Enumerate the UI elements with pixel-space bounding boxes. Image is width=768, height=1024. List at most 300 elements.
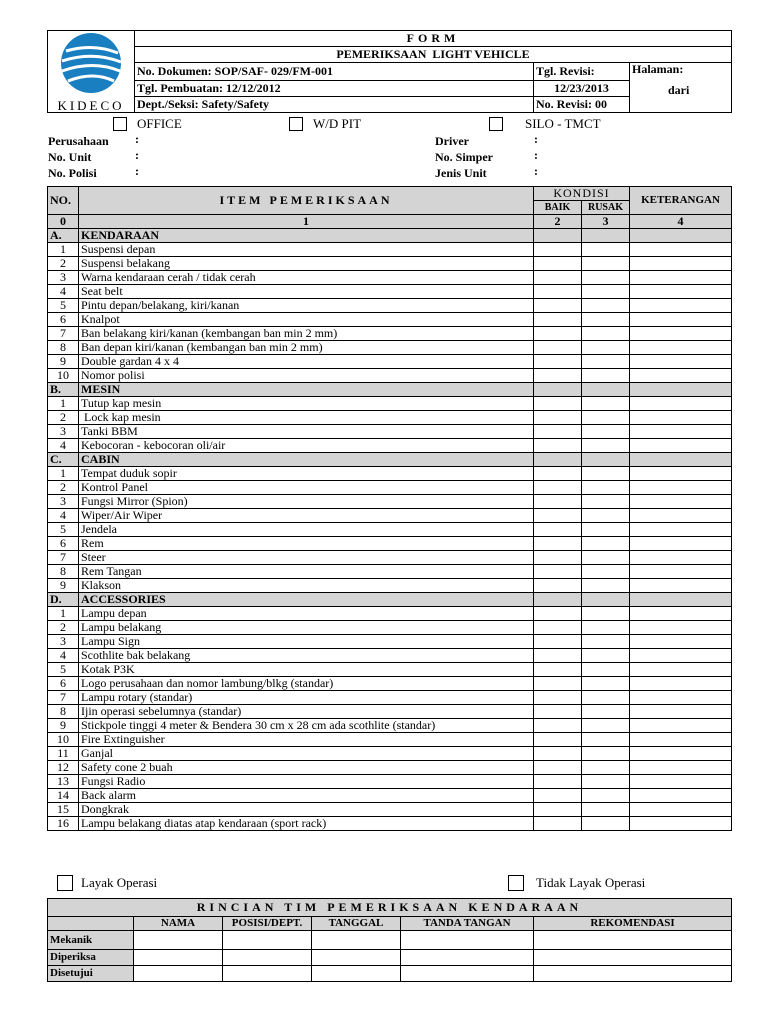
team-col-rekomendasi: REKOMENDASI xyxy=(534,917,732,931)
item-number: 1 xyxy=(48,607,79,621)
rusak-cell[interactable] xyxy=(582,271,630,285)
rusak-cell[interactable] xyxy=(582,607,630,621)
table-row xyxy=(48,243,732,257)
baik-cell[interactable] xyxy=(534,621,582,635)
baik-cell[interactable] xyxy=(534,467,582,481)
baik-cell[interactable] xyxy=(534,411,582,425)
no-dokumen: No. Dokumen: SOP/SAF- 029/FM-001 xyxy=(135,63,534,81)
keterangan-cell[interactable] xyxy=(630,705,732,719)
keterangan-cell[interactable] xyxy=(630,579,732,593)
item-number: 1 xyxy=(48,397,79,411)
col-index-4: 4 xyxy=(630,215,732,229)
keterangan-cell[interactable] xyxy=(630,565,732,579)
table-row xyxy=(48,411,732,425)
baik-cell[interactable] xyxy=(534,425,582,439)
baik-cell[interactable] xyxy=(534,663,582,677)
team-col-tanda-tangan: TANDA TANGAN xyxy=(401,917,534,931)
rusak-cell[interactable] xyxy=(582,789,630,803)
item-label: Fungsi Mirror (Spion) xyxy=(79,495,534,509)
mekanik-nama-cell[interactable] xyxy=(134,931,223,950)
item-label: Lock kap mesin xyxy=(79,411,534,425)
rusak-cell[interactable] xyxy=(582,243,630,257)
team-row-disetujui: Disetujui xyxy=(48,966,134,982)
section-letter: D. xyxy=(48,593,79,607)
keterangan-cell[interactable] xyxy=(630,327,732,341)
table-row xyxy=(48,775,732,789)
keterangan-cell[interactable] xyxy=(630,803,732,817)
disetujui-ttd-cell[interactable] xyxy=(401,966,534,982)
table-row xyxy=(48,817,732,831)
table-row xyxy=(48,789,732,803)
disetujui-posisi-cell[interactable] xyxy=(223,966,312,982)
rusak-cell[interactable] xyxy=(582,467,630,481)
logo-cell xyxy=(48,31,135,113)
no-simper-label: No. Simper xyxy=(435,150,493,164)
rusak-cell[interactable] xyxy=(582,747,630,761)
baik-cell[interactable] xyxy=(534,243,582,257)
baik-cell[interactable] xyxy=(534,355,582,369)
disetujui-rekomendasi-cell[interactable] xyxy=(534,966,732,982)
rusak-cell[interactable] xyxy=(582,327,630,341)
table-row xyxy=(48,803,732,817)
baik-cell[interactable] xyxy=(534,537,582,551)
section-letter: B. xyxy=(48,383,79,397)
item-label: Steer xyxy=(79,551,534,565)
item-number: 6 xyxy=(48,677,79,691)
section-letter: C. xyxy=(48,453,79,467)
diperiksa-tanggal-cell[interactable] xyxy=(312,950,401,966)
team-col-posisi: POSISI/DEPT. xyxy=(223,917,312,931)
wdpit-checkbox[interactable] xyxy=(289,117,303,131)
tidak-layak-checkbox[interactable] xyxy=(508,875,524,891)
section-filler xyxy=(630,383,732,397)
team-col-nama: NAMA xyxy=(134,917,223,931)
baik-cell[interactable] xyxy=(534,565,582,579)
item-number: 10 xyxy=(48,369,79,383)
item-number: 6 xyxy=(48,537,79,551)
keterangan-cell[interactable] xyxy=(630,677,732,691)
keterangan-cell[interactable] xyxy=(630,761,732,775)
item-number: 15 xyxy=(48,803,79,817)
rusak-cell[interactable] xyxy=(582,579,630,593)
item-label: Ijin operasi sebelumnya (standar) xyxy=(79,705,534,719)
team-corner xyxy=(48,917,134,931)
item-label: Rem xyxy=(79,537,534,551)
table-row xyxy=(48,761,732,775)
baik-cell[interactable] xyxy=(534,495,582,509)
diperiksa-posisi-cell[interactable] xyxy=(223,950,312,966)
section-filler xyxy=(534,593,582,607)
baik-cell[interactable] xyxy=(534,817,582,831)
rusak-cell[interactable] xyxy=(582,509,630,523)
keterangan-cell[interactable] xyxy=(630,257,732,271)
baik-cell[interactable] xyxy=(534,397,582,411)
rusak-cell[interactable] xyxy=(582,425,630,439)
wdpit-label: W/D PIT xyxy=(313,116,362,131)
layak-checkbox[interactable] xyxy=(57,875,73,891)
table-row xyxy=(48,677,732,691)
section-filler xyxy=(630,229,732,243)
form-label: FORM xyxy=(135,31,732,47)
item-number: 10 xyxy=(48,733,79,747)
keterangan-cell[interactable] xyxy=(630,789,732,803)
col-baik-header: BAIK xyxy=(534,201,582,215)
baik-cell[interactable] xyxy=(534,607,582,621)
keterangan-cell[interactable] xyxy=(630,523,732,537)
rusak-cell[interactable] xyxy=(582,663,630,677)
baik-cell[interactable] xyxy=(534,285,582,299)
diperiksa-nama-cell[interactable] xyxy=(134,950,223,966)
baik-cell[interactable] xyxy=(534,369,582,383)
baik-cell[interactable] xyxy=(534,789,582,803)
keterangan-cell[interactable] xyxy=(630,649,732,663)
silo-label: SILO - TMCT xyxy=(525,116,601,131)
perusahaan-label: Perusahaan xyxy=(48,134,109,148)
table-row xyxy=(48,299,732,313)
section-filler xyxy=(582,383,630,397)
item-number: 3 xyxy=(48,635,79,649)
info-right xyxy=(435,132,635,180)
rusak-cell[interactable] xyxy=(582,299,630,313)
rusak-cell[interactable] xyxy=(582,495,630,509)
keterangan-cell[interactable] xyxy=(630,369,732,383)
rusak-cell[interactable] xyxy=(582,803,630,817)
tgl-revisi-label: Tgl. Revisi: xyxy=(534,63,630,81)
mekanik-posisi-cell[interactable] xyxy=(223,931,312,950)
keterangan-cell[interactable] xyxy=(630,481,732,495)
keterangan-cell[interactable] xyxy=(630,691,732,705)
col-index-1: 1 xyxy=(79,215,534,229)
item-number: 11 xyxy=(48,747,79,761)
table-row xyxy=(48,327,732,341)
item-number: 12 xyxy=(48,761,79,775)
logo-text: KIDECO xyxy=(57,98,125,113)
section-filler xyxy=(534,453,582,467)
layak-operasi-option[interactable] xyxy=(57,874,157,892)
keterangan-cell[interactable] xyxy=(630,425,732,439)
colon: : xyxy=(135,132,139,146)
item-number: 9 xyxy=(48,355,79,369)
rusak-cell[interactable] xyxy=(582,705,630,719)
tidak-layak-operasi-option[interactable] xyxy=(508,874,645,892)
table-row xyxy=(48,523,732,537)
rusak-cell[interactable] xyxy=(582,397,630,411)
keterangan-cell[interactable] xyxy=(630,411,732,425)
rusak-cell[interactable] xyxy=(582,523,630,537)
team-title: RINCIAN TIM PEMERIKSAAN KENDARAAN xyxy=(48,899,732,917)
table-row xyxy=(48,439,732,453)
item-number: 4 xyxy=(48,439,79,453)
table-row xyxy=(48,313,732,327)
baik-cell[interactable] xyxy=(534,439,582,453)
table-row xyxy=(48,719,732,733)
item-number: 7 xyxy=(48,551,79,565)
colon: : xyxy=(135,164,139,178)
baik-cell[interactable] xyxy=(534,691,582,705)
rusak-cell[interactable] xyxy=(582,691,630,705)
baik-cell[interactable] xyxy=(534,271,582,285)
keterangan-cell[interactable] xyxy=(630,313,732,327)
baik-cell[interactable] xyxy=(534,733,582,747)
keterangan-cell[interactable] xyxy=(630,285,732,299)
mekanik-ttd-cell[interactable] xyxy=(401,931,534,950)
item-number: 14 xyxy=(48,789,79,803)
item-label: Jendela xyxy=(79,523,534,537)
item-label: Fire Extinguisher xyxy=(79,733,534,747)
table-row xyxy=(48,747,732,761)
halaman-label: Halaman: xyxy=(632,62,684,76)
rusak-cell[interactable] xyxy=(582,733,630,747)
dept-seksi: Dept./Seksi: Safety/Safety xyxy=(135,97,534,113)
rusak-cell[interactable] xyxy=(582,537,630,551)
item-label: Nomor polisi xyxy=(79,369,534,383)
table-row xyxy=(48,341,732,355)
keterangan-cell[interactable] xyxy=(630,509,732,523)
diperiksa-rekomendasi-cell[interactable] xyxy=(534,950,732,966)
baik-cell[interactable] xyxy=(534,299,582,313)
keterangan-cell[interactable] xyxy=(630,663,732,677)
keterangan-cell[interactable] xyxy=(630,775,732,789)
col-index-3: 3 xyxy=(582,215,630,229)
team-row-diperiksa: Diperiksa xyxy=(48,950,134,966)
baik-cell[interactable] xyxy=(534,523,582,537)
section-row xyxy=(48,229,732,243)
section-filler xyxy=(582,453,630,467)
item-label: Scothlite bak belakang xyxy=(79,649,534,663)
baik-cell[interactable] xyxy=(534,579,582,593)
item-number: 1 xyxy=(48,243,79,257)
rusak-cell[interactable] xyxy=(582,313,630,327)
keterangan-cell[interactable] xyxy=(630,607,732,621)
rusak-cell[interactable] xyxy=(582,551,630,565)
no-polisi-label: No. Polisi xyxy=(48,166,97,180)
baik-cell[interactable] xyxy=(534,257,582,271)
disetujui-nama-cell[interactable] xyxy=(134,966,223,982)
section-filler xyxy=(534,383,582,397)
col-index-2: 2 xyxy=(534,215,582,229)
item-number: 4 xyxy=(48,285,79,299)
rusak-cell[interactable] xyxy=(582,677,630,691)
item-label: Back alarm xyxy=(79,789,534,803)
item-number: 3 xyxy=(48,271,79,285)
keterangan-cell[interactable] xyxy=(630,635,732,649)
keterangan-cell[interactable] xyxy=(630,341,732,355)
driver-label: Driver xyxy=(435,134,469,148)
baik-cell[interactable] xyxy=(534,341,582,355)
location-wdpit[interactable] xyxy=(289,115,361,133)
mekanik-rekomendasi-cell[interactable] xyxy=(534,931,732,950)
office-checkbox[interactable] xyxy=(113,117,127,131)
baik-cell[interactable] xyxy=(534,705,582,719)
keterangan-cell[interactable] xyxy=(630,271,732,285)
item-label: Lampu Sign xyxy=(79,635,534,649)
item-label: Lampu depan xyxy=(79,607,534,621)
table-row xyxy=(48,733,732,747)
rusak-cell[interactable] xyxy=(582,355,630,369)
document-header xyxy=(47,30,732,113)
no-unit-label: No. Unit xyxy=(48,150,92,164)
item-number: 6 xyxy=(48,313,79,327)
tgl-revisi-value: 12/23/2013 xyxy=(534,81,630,97)
rusak-cell[interactable] xyxy=(582,565,630,579)
baik-cell[interactable] xyxy=(534,803,582,817)
item-number: 7 xyxy=(48,327,79,341)
rusak-cell[interactable] xyxy=(582,411,630,425)
item-number: 5 xyxy=(48,299,79,313)
baik-cell[interactable] xyxy=(534,481,582,495)
keterangan-cell[interactable] xyxy=(630,467,732,481)
baik-cell[interactable] xyxy=(534,509,582,523)
table-row xyxy=(48,579,732,593)
table-row xyxy=(48,257,732,271)
mekanik-tanggal-cell[interactable] xyxy=(312,931,401,950)
table-row xyxy=(48,481,732,495)
keterangan-cell[interactable] xyxy=(630,355,732,369)
keterangan-cell[interactable] xyxy=(630,719,732,733)
item-number: 13 xyxy=(48,775,79,789)
item-label: Lampu rotary (standar) xyxy=(79,691,534,705)
keterangan-cell[interactable] xyxy=(630,397,732,411)
keterangan-cell[interactable] xyxy=(630,747,732,761)
diperiksa-ttd-cell[interactable] xyxy=(401,950,534,966)
keterangan-cell[interactable] xyxy=(630,299,732,313)
item-label: Logo perusahaan dan nomor lambung/blkg (standar) xyxy=(79,677,534,691)
item-label: Warna kendaraan cerah / tidak cerah xyxy=(79,271,534,285)
office-label: OFFICE xyxy=(137,116,182,131)
item-label: Kebocoran - kebocoran oli/air xyxy=(79,439,534,453)
silo-checkbox[interactable] xyxy=(489,117,503,131)
baik-cell[interactable] xyxy=(534,327,582,341)
checklist-table xyxy=(47,186,732,831)
table-row xyxy=(48,663,732,677)
layak-label: Layak Operasi xyxy=(81,875,158,890)
rusak-cell[interactable] xyxy=(582,719,630,733)
team-row-mekanik: Mekanik xyxy=(48,931,134,950)
jenis-unit-label: Jenis Unit xyxy=(435,166,487,180)
tgl-pembuatan: Tgl. Pembuatan: 12/12/2012 xyxy=(135,81,534,97)
keterangan-cell[interactable] xyxy=(630,621,732,635)
section-name: CABIN xyxy=(79,453,534,467)
table-row xyxy=(48,635,732,649)
item-number: 5 xyxy=(48,663,79,677)
no-revisi: No. Revisi: 00 xyxy=(534,97,630,113)
col-kondisi-header: KONDISI xyxy=(534,187,630,201)
col-rusak-header: RUSAK xyxy=(582,201,630,215)
section-filler xyxy=(630,453,732,467)
info-left xyxy=(48,132,348,180)
item-label: Ban belakang kiri/kanan (kembangan ban min 2 mm) xyxy=(79,327,534,341)
team-table xyxy=(47,898,732,982)
table-row xyxy=(48,467,732,481)
rusak-cell[interactable] xyxy=(582,285,630,299)
table-row xyxy=(48,607,732,621)
baik-cell[interactable] xyxy=(534,761,582,775)
item-number: 5 xyxy=(48,523,79,537)
keterangan-cell[interactable] xyxy=(630,537,732,551)
keterangan-cell[interactable] xyxy=(630,733,732,747)
section-row xyxy=(48,593,732,607)
section-row xyxy=(48,453,732,467)
rusak-cell[interactable] xyxy=(582,369,630,383)
keterangan-cell[interactable] xyxy=(630,439,732,453)
section-filler xyxy=(582,229,630,243)
table-row xyxy=(48,705,732,719)
baik-cell[interactable] xyxy=(534,677,582,691)
item-label: Stickpole tinggi 4 meter & Bendera 30 cm x 28 cm ada scothlite (standar) xyxy=(79,719,534,733)
form-title: PEMERIKSAAN LIGHT VEHICLE xyxy=(135,47,732,63)
rusak-cell[interactable] xyxy=(582,817,630,831)
keterangan-cell[interactable] xyxy=(630,817,732,831)
rusak-cell[interactable] xyxy=(582,481,630,495)
item-label: Kontrol Panel xyxy=(79,481,534,495)
location-office[interactable] xyxy=(113,115,182,133)
item-number: 9 xyxy=(48,719,79,733)
table-row xyxy=(48,271,732,285)
item-number: 3 xyxy=(48,495,79,509)
keterangan-cell[interactable] xyxy=(630,551,732,565)
section-name: MESIN xyxy=(79,383,534,397)
baik-cell[interactable] xyxy=(534,635,582,649)
item-label: Kotak P3K xyxy=(79,663,534,677)
rusak-cell[interactable] xyxy=(582,341,630,355)
table-row xyxy=(48,509,732,523)
section-name: KENDARAAN xyxy=(79,229,534,243)
item-label: Knalpot xyxy=(79,313,534,327)
item-label: Pintu depan/belakang, kiri/kanan xyxy=(79,299,534,313)
rusak-cell[interactable] xyxy=(582,621,630,635)
table-row xyxy=(48,369,732,383)
rusak-cell[interactable] xyxy=(582,257,630,271)
item-label: Tanki BBM xyxy=(79,425,534,439)
section-filler xyxy=(630,593,732,607)
item-number: 2 xyxy=(48,621,79,635)
location-silo[interactable] xyxy=(489,115,601,133)
table-row xyxy=(48,355,732,369)
rusak-cell[interactable] xyxy=(582,635,630,649)
item-number: 8 xyxy=(48,565,79,579)
item-number: 2 xyxy=(48,481,79,495)
item-number: 4 xyxy=(48,509,79,523)
rusak-cell[interactable] xyxy=(582,439,630,453)
item-label: Ban depan kiri/kanan (kembangan ban min 2 mm) xyxy=(79,341,534,355)
baik-cell[interactable] xyxy=(534,747,582,761)
baik-cell[interactable] xyxy=(534,313,582,327)
tidak-layak-label: Tidak Layak Operasi xyxy=(536,875,646,890)
baik-cell[interactable] xyxy=(534,775,582,789)
item-label: Ganjal xyxy=(79,747,534,761)
item-label: Tempat duduk sopir xyxy=(79,467,534,481)
baik-cell[interactable] xyxy=(534,719,582,733)
rusak-cell[interactable] xyxy=(582,649,630,663)
baik-cell[interactable] xyxy=(534,649,582,663)
keterangan-cell[interactable] xyxy=(630,495,732,509)
rusak-cell[interactable] xyxy=(582,775,630,789)
item-label: Dongkrak xyxy=(79,803,534,817)
colon: : xyxy=(534,164,538,178)
table-row xyxy=(48,285,732,299)
keterangan-cell[interactable] xyxy=(630,243,732,257)
disetujui-tanggal-cell[interactable] xyxy=(312,966,401,982)
item-number: 3 xyxy=(48,425,79,439)
table-row xyxy=(48,551,732,565)
table-row xyxy=(48,397,732,411)
item-number: 1 xyxy=(48,467,79,481)
baik-cell[interactable] xyxy=(534,551,582,565)
item-number: 4 xyxy=(48,649,79,663)
table-row xyxy=(48,565,732,579)
item-label: Suspensi belakang xyxy=(79,257,534,271)
rusak-cell[interactable] xyxy=(582,761,630,775)
